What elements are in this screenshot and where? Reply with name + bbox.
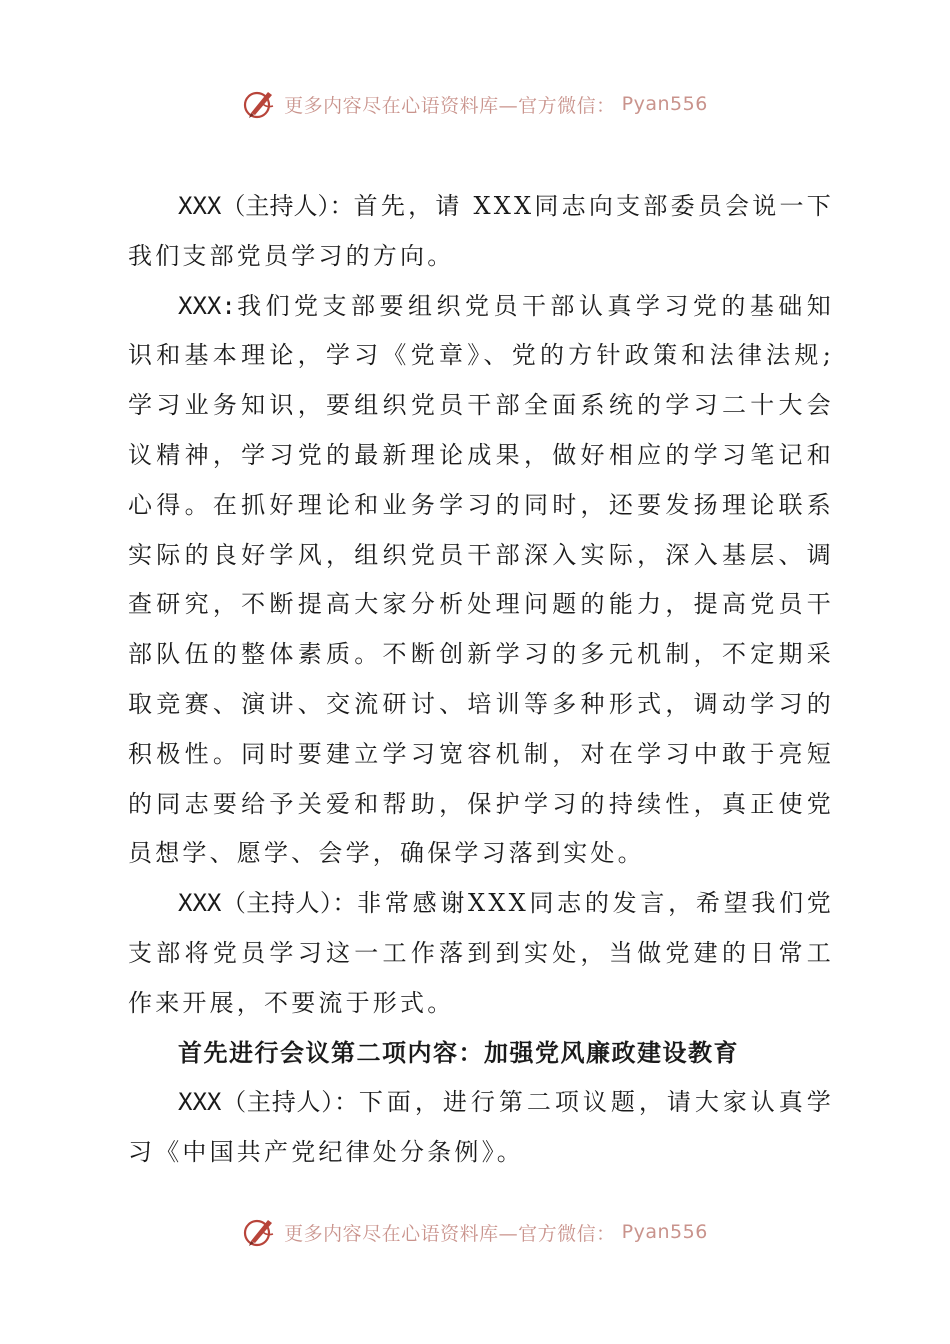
header-watermark	[0, 84, 950, 124]
section-heading: 首先进行会议第二项内容：加强党风廉政建设教育	[178, 1038, 739, 1067]
paragraph-1	[128, 182, 834, 282]
speaker-label: XXX（主持人）：	[178, 1088, 359, 1117]
paragraph-3	[128, 879, 834, 1028]
pen-logo-icon	[242, 86, 278, 122]
paragraph-text: 下面，进行第二项议题，请大家认真学习《中国共产党纪律处分条例》。	[128, 1088, 834, 1167]
paragraph-text: 我们党支部要组织党员干部认真学习党的基础知识和基本理论，学习《党章》、党的方针政策和法律法规;学习业务知识，要组织党员干部全面系统的学习二十大会议精神，学习党的最新理论成果，做好相应的学习笔记和心得。在抓好理论和业务学习的同时，还要发扬理论联系实际的良好学风，组织党员干部深入实际，深入基层、调查研究，不断提高大家分析处理问题的能力，提高党员干部队伍的整体素质。不断创新学习的多元机制，不定期采取竞赛、演讲、交流研讨、培训等多种形式，调动学习的积极性。同时要建立学习宽容机制，对在学习中敢于亮短的同志要给予关爱和帮助，保护学习的持续性，真正使党员想学、愿学、会学，确保学习落到实处。	[128, 291, 834, 868]
paragraph-text: 非常感谢XXX同志的发言，希望我们党支部将党员学习这一工作落到到实处，当做党建的日常工作来开展，不要流于形式。	[128, 889, 834, 1017]
footer-watermark	[0, 1212, 950, 1252]
watermark-text: 更多内容尽在心语资料库—官方微信：	[284, 1222, 616, 1245]
speaker-label: XXX（主持人）：	[178, 889, 358, 918]
pen-logo-icon	[242, 1214, 278, 1250]
paragraph-4	[128, 1078, 834, 1178]
paragraph-text: 首先，请 XXX同志向支部委员会说一下我们支部党员学习的方向。	[128, 192, 834, 270]
speaker-label: XXX（主持人）：	[178, 192, 354, 220]
watermark-text: 更多内容尽在心语资料库—官方微信：	[284, 94, 616, 117]
paragraph-2	[128, 282, 834, 880]
speaker-label: XXX:	[178, 291, 236, 320]
watermark-brand: Pyan556	[621, 93, 708, 115]
document-body	[128, 182, 834, 1178]
watermark-brand: Pyan556	[621, 1221, 708, 1243]
